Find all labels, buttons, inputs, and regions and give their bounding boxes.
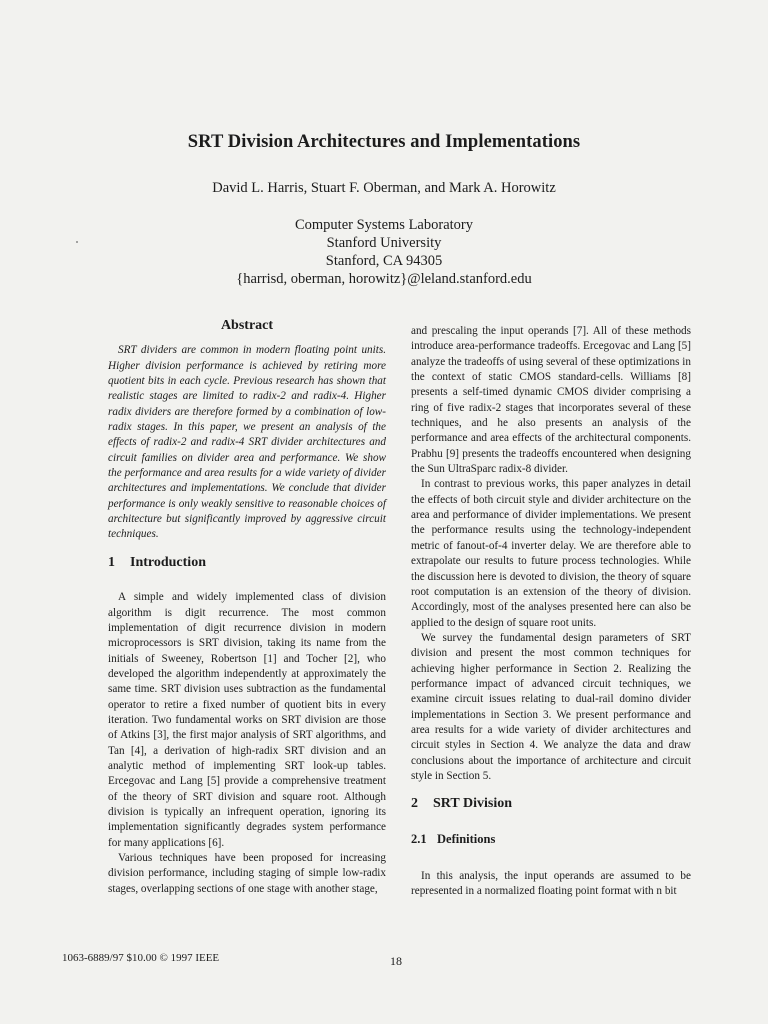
intro-paragraph-1: A simple and widely implemented class of division algorithm is digit recurrence. The most common implementation of digit recurrence division in modern microprocessors is SRT division, taking its name from the initials of Sweeney, Robertson [1] and Tocher [2], who developed the algorithm independently at approximately the same time. SRT division uses subtraction as the fundamental operator to retire a fixed number of quotient bits in every iteration. Two fundamental works on SRT division are those of Atkins [3], the first major analysis of SRT algorithms, and Tan [4], a derivation of high-radix SRT division and an analytic method of implementing SRT look-up tables. Ercegovac and Lang [5] provide a comprehensive treatment of the theory of SRT division and square root. Although division is typically an infrequent operation, ignoring its implementation significantly degrades system performance for many applications [6].: [108, 591, 386, 849]
intro-paragraph-2: Various techniques have been proposed for increasing division performance, including staging of simple low-radix stages, overlapping sections of one stage with another stage,: [108, 852, 386, 895]
subsection-number: 2.1: [411, 831, 427, 846]
left-column: [108, 318, 386, 897]
section-title: Introduction: [130, 554, 206, 570]
section-number: 2: [411, 796, 418, 812]
section-heading-srt-division: [411, 796, 691, 811]
affiliation-block: [0, 216, 768, 288]
abstract-heading: Abstract: [220, 318, 274, 333]
footer-copyright: 1063-6889/97 $10.00 © 1997 IEEE: [62, 952, 220, 964]
affiliation-lab: Computer Systems Laboratory: [294, 217, 473, 233]
affiliation-email: {harrisd, oberman, horowitz}@leland.stanford.edu: [236, 271, 532, 287]
subsection-title: Definitions: [437, 831, 496, 846]
section-heading-introduction: [108, 555, 386, 570]
paper-authors: David L. Harris, Stuart F. Oberman, and Mark A. Horowitz: [212, 180, 556, 196]
footer-page-number: 18: [390, 954, 402, 968]
intro-paragraph-2-continued: and prescaling the input operands [7]. All of these methods introduce area-performance tradeoffs. Ercegovac and Lang [5] analyze the tradeoffs of using several of these optimizations in the context of static CMOS standard-cells. Williams [8] presents a self-timed dynamic CMOS divider comprising a ring of five radix-2 stages that incorporates several of these techniques, and he also presents an analysis of the performance and area effects of the architectural components. Prabhu [9] presents the tradeoffs encountered when designing the Sun UltraSparc radix-8 divider.: [411, 325, 691, 476]
affiliation-city: Stanford, CA 94305: [325, 253, 443, 269]
section-title: SRT Division: [433, 796, 513, 812]
paper-title: SRT Division Architectures and Implementations: [187, 132, 581, 152]
intro-paragraph-4: We survey the fundamental design parameters of SRT division and present the most common techniques for achieving higher performance in Section 2. Realizing the performance impact of advanced circuit techniques, we examine circuit issues relating to dual-rail domino divider implementations in Section 3. We present performance and area results for a wide variety of divider architectures and circuit styles in Section 4. We analyze the data and draw conclusions about the importance of architecture and circuit style in Section 5.: [411, 631, 691, 782]
right-column: [411, 324, 691, 900]
definitions-paragraph-1: In this analysis, the input operands are assumed to be represented in a normalized floating point format with n bit: [411, 870, 691, 898]
subsection-heading-definitions: [411, 832, 691, 847]
affiliation-university: Stanford University: [326, 235, 442, 251]
section-number: 1: [108, 554, 115, 570]
abstract-text: SRT dividers are common in modern floating point units. Higher division performance is achieved by retiring more quotient bits in each cycle. Previous research has shown that realistic stages are limited to radix-2 and radix-4. Higher radix dividers are therefore formed by a combination of low-radix stages. In this paper, we present an analysis of the effects of radix-2 and radix-4 SRT divider architectures and circuit families on divider area and performance. We show the performance and area results for a wide variety of divider architectures and implementations. We conclude that divider performance is only weakly sensitive to reasonable choices of architecture but significantly improved by aggressive circuit techniques.: [108, 344, 386, 541]
intro-paragraph-3: In contrast to previous works, this paper analyzes in detail the effects of both circuit style and divider architecture on the area and performance of divider implementations. We present the performance results using the technology-independent metric of fanout-of-4 inverter delay. We are therefore able to extrapolate our results to future process technologies. While the discussion here is devoted to division, the theory of square root computation is an extension of the theory of division. Accordingly, most of the analyses presented here can also be applied to the design of square root units.: [411, 478, 691, 629]
